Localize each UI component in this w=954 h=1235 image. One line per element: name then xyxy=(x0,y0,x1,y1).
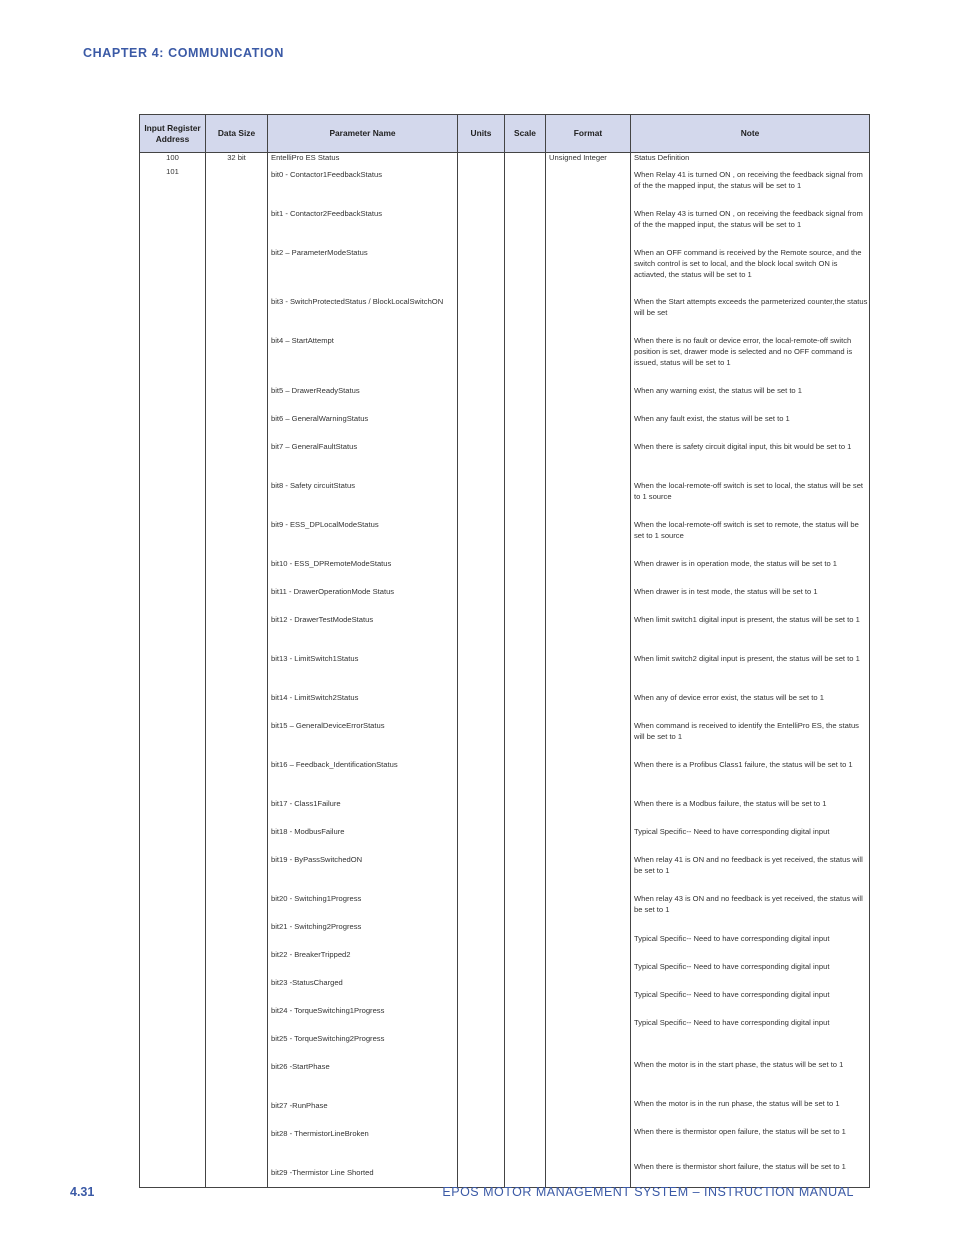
bit-parameter-name: bit16 – Feedback_IdentificationStatus xyxy=(271,760,398,769)
bit-parameter-name: bit26 -StartPhase xyxy=(271,1062,330,1071)
bit-note: When there is no fault or device error, the local-remote-off switch position is set, drawer mode is selected and no OFF command is issued, status will be set to 1 xyxy=(634,336,853,367)
bit-parameter-name: bit10 - ESS_DPRemoteModeStatus xyxy=(271,559,392,568)
bit-note: When the motor is in the run phase, the status will be set to 1 xyxy=(634,1099,840,1108)
bit-note: When drawer is in operation mode, the status will be set to 1 xyxy=(634,559,838,568)
bit-note: When there is thermistor open failure, the status will be set to 1 xyxy=(634,1127,846,1136)
bit-parameter-name: bit27 -RunPhase xyxy=(271,1101,328,1110)
note-value: Status Definition xyxy=(634,153,690,162)
bit-note: When the local-remote-off switch is set to local, the status will be set to 1 source xyxy=(634,481,864,501)
bit-parameter-name: bit1 - Contactor2FeedbackStatus xyxy=(271,209,383,218)
column-divider xyxy=(267,115,268,1187)
bit-note: When limit switch2 digital input is present, the status will be set to 1 xyxy=(634,654,860,663)
parameter-name: EntelliPro ES Status xyxy=(271,153,340,162)
column-header-data-size: Data Size xyxy=(217,128,256,139)
bit-note: When any warning exist, the status will be set to 1 xyxy=(634,386,802,395)
data-size: 32 bit xyxy=(227,153,246,162)
bit-parameter-name: bit18 - ModbusFailure xyxy=(271,827,345,836)
column-header-parameter-name: Parameter Name xyxy=(329,128,396,139)
bit-parameter-name: bit22 - BreakerTripped2 xyxy=(271,950,351,959)
bit-parameter-name: bit21 - Switching2Progress xyxy=(271,922,362,931)
bit-parameter-name: bit4 – StartAttempt xyxy=(271,336,334,345)
bit-note: When there is a Modbus failure, the status will be set to 1 xyxy=(634,799,827,808)
bit-note: When there is thermistor short failure, the status will be set to 1 xyxy=(634,1162,846,1171)
bit-note: When any fault exist, the status will be set to 1 xyxy=(634,414,790,423)
manual-title: EPOS MOTOR MANAGEMENT SYSTEM – INSTRUCTION MANUAL xyxy=(442,1185,854,1199)
bit-note: When limit switch1 digital input is present, the status will be set to 1 xyxy=(634,615,860,624)
bit-parameter-name: bit5 – DrawerReadyStatus xyxy=(271,386,360,395)
column-divider xyxy=(457,115,458,1187)
bit-parameter-name: bit2 – ParameterModeStatus xyxy=(271,248,368,257)
bit-parameter-name: bit8 - Safety circuitStatus xyxy=(271,481,355,490)
bit-note: When the Start attempts exceeds the parmeterized counter,the status will be set xyxy=(634,297,868,317)
bit-note: Typical Specific-- Need to have corresponding digital input xyxy=(634,827,830,836)
bit-parameter-name: bit14 - LimitSwitch2Status xyxy=(271,693,359,702)
bit-note: Typical Specific-- Need to have corresponding digital input xyxy=(634,990,830,999)
bit-note: Typical Specific-- Need to have corresponding digital input xyxy=(634,1018,830,1027)
bit-note: When Relay 43 is turned ON , on receiving the feedback signal from of the the mapped input, the status will be set to 1 xyxy=(634,209,863,229)
bit-note: When any of device error exist, the status will be set to 1 xyxy=(634,693,824,702)
page-number: 4.31 xyxy=(70,1185,95,1199)
bit-parameter-name: bit3 - SwitchProtectedStatus / BlockLocalSwitchON xyxy=(271,297,444,306)
bit-parameter-name: bit7 – GeneralFaultStatus xyxy=(271,442,358,451)
bit-parameter-name: bit6 – GeneralWarningStatus xyxy=(271,414,369,423)
input-register-table xyxy=(139,114,870,1188)
bit-note: When relay 43 is ON and no feedback is yet received, the status will be set to 1 xyxy=(634,894,863,914)
bit-parameter-name: bit25 - TorqueSwitching2Progress xyxy=(271,1034,385,1043)
column-header-units: Units xyxy=(470,128,492,139)
bit-parameter-name: bit20 - Switching1Progress xyxy=(271,894,362,903)
bit-note: When the local-remote-off switch is set to remote, the status will be set to 1 source xyxy=(634,520,859,540)
register-address: 100 xyxy=(166,153,179,162)
column-header-address: Input Register Address xyxy=(144,123,201,144)
bit-note: When there is safety circuit digital input, this bit would be set to 1 xyxy=(634,442,852,451)
chapter-heading: CHAPTER 4: COMMUNICATION xyxy=(83,46,284,60)
bit-parameter-name: bit17 - Class1Failure xyxy=(271,799,341,808)
bit-note: Typical Specific-- Need to have corresponding digital input xyxy=(634,934,830,943)
bit-parameter-name: bit24 - TorqueSwitching1Progress xyxy=(271,1006,385,1015)
bit-note: When Relay 41 is turned ON , on receiving the feedback signal from of the the mapped input, the status will be set to 1 xyxy=(634,170,863,190)
bit-note: When an OFF command is received by the Remote source, and the switch control is set to local, and the block local switch ON is actiavted, the status will be set to 1 xyxy=(634,248,862,279)
bit-note: When drawer is in test mode, the status will be set to 1 xyxy=(634,587,818,596)
column-divider xyxy=(545,115,546,1187)
column-divider xyxy=(630,115,631,1187)
bit-note: When the motor is in the start phase, the status will be set to 1 xyxy=(634,1060,844,1069)
bit-parameter-name: bit23 -StatusCharged xyxy=(271,978,343,987)
bit-parameter-name: bit19 - ByPassSwitchedON xyxy=(271,855,363,864)
register-address: 101 xyxy=(166,167,179,176)
bit-parameter-name: bit11 - DrawerOperationMode Status xyxy=(271,587,395,596)
bit-parameter-name: bit9 - ESS_DPLocalModeStatus xyxy=(271,520,379,529)
bit-parameter-name: bit12 - DrawerTestModeStatus xyxy=(271,615,374,624)
bit-parameter-name: bit0 - Contactor1FeedbackStatus xyxy=(271,170,383,179)
format-value: Unsigned Integer xyxy=(549,153,607,162)
column-divider xyxy=(205,115,206,1187)
column-header-format: Format xyxy=(573,128,603,139)
bit-parameter-name: bit28 - ThermistorLineBroken xyxy=(271,1129,369,1138)
bit-note: Typical Specific-- Need to have corresponding digital input xyxy=(634,962,830,971)
bit-parameter-name: bit15 – GeneralDeviceErrorStatus xyxy=(271,721,385,730)
bit-parameter-name: bit29 -Thermistor Line Shorted xyxy=(271,1168,374,1177)
bit-note: When there is a Profibus Class1 failure, the status will be set to 1 xyxy=(634,760,853,769)
column-divider xyxy=(504,115,505,1187)
column-header-scale: Scale xyxy=(514,128,536,139)
bit-parameter-name: bit13 - LimitSwitch1Status xyxy=(271,654,359,663)
bit-note: When relay 41 is ON and no feedback is yet received, the status will be set to 1 xyxy=(634,855,863,875)
column-header-note: Note xyxy=(740,128,760,139)
bit-note: When command is received to identify the EntelliPro ES, the status will be set to 1 xyxy=(634,721,859,741)
